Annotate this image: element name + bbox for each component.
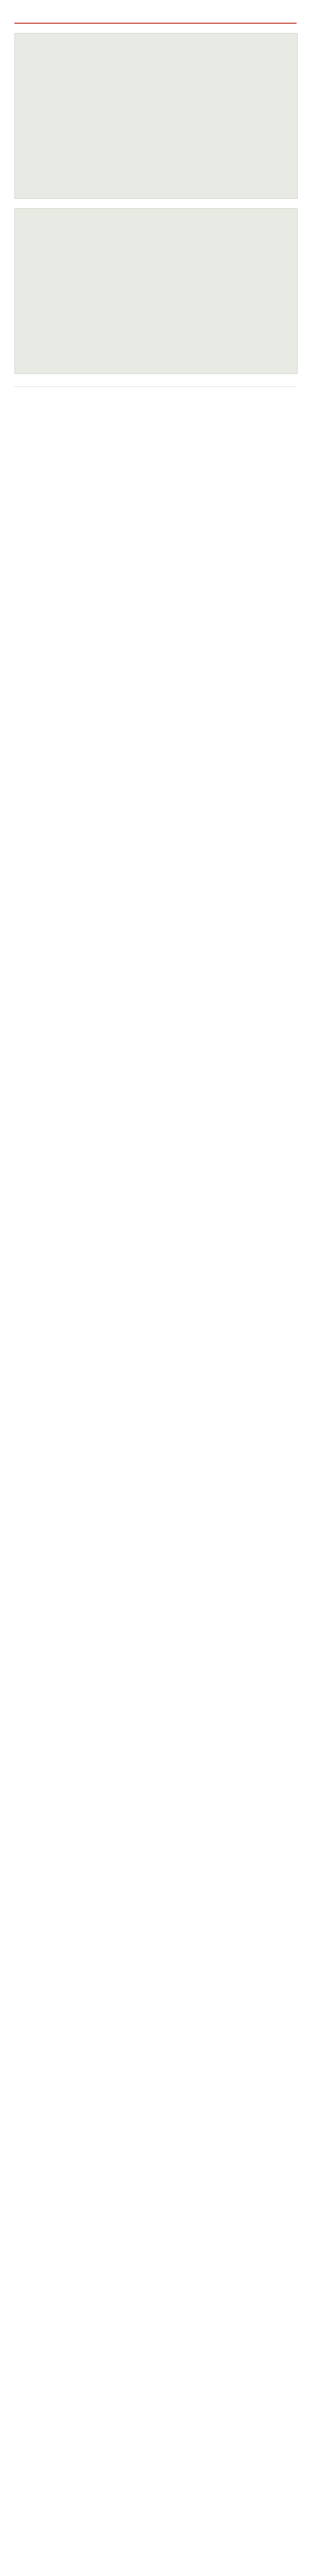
article-page (0, 0, 311, 404)
second-photo (14, 208, 298, 374)
article-header (14, 16, 297, 24)
article-footer (14, 386, 297, 392)
lead-photo (14, 33, 298, 199)
